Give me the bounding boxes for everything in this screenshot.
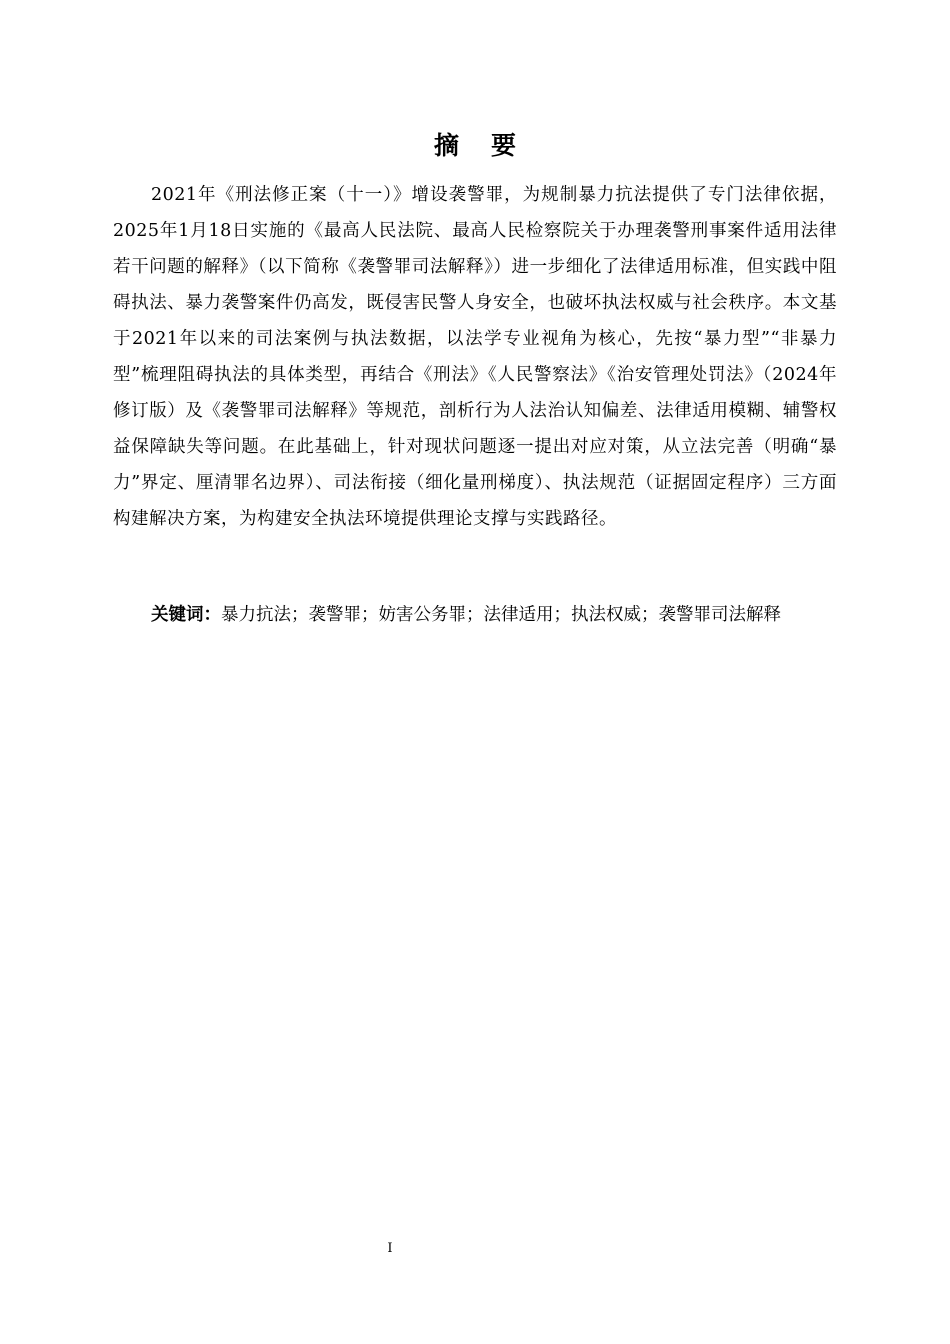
keywords-paragraph: [113, 594, 837, 636]
abstract-paragraph: 2021年《刑法修正案（十一）》增设袭警罪，为规制暴力抗法提供了专门法律依据，2025年1月18日实施的《最高人民法院、最高人民检察院关于办理袭警刑事案件适用法律若干问题的解释》（以下简称《袭警罪司法解释》）进一步细化了法律适用标准，但实践中阻碍执法、暴力袭警案件仍高发，既侵害民警人身安全，也破坏执法权威与社会秩序。本文基于2021年以来的司法案例与执法数据，以法学专业视角为核心，先按“暴力型”“非暴力型”梳理阻碍执法的具体类型，再结合《刑法》《人民警察法》《治安管理处罚法》（2024年修订版）及《袭警罪司法解释》等规范，剖析行为人法治认知偏差、法律适用模糊、辅警权益保障缺失等问题。在此基础上，针对现状问题逐一提出对应对策，从立法完善（明确“暴力”界定、厘清罪名边界）、司法衔接（细化量刑梯度）、执法规范（证据固定程序）三方面构建解决方案，为构建安全执法环境提供理论支撑与实践路径。: [113, 185, 837, 529]
keywords-list: 暴力抗法；袭警罪；妨害公务罪；法律适用；执法权威；袭警罪司法解释: [221, 605, 781, 625]
keywords-label: 关键词：: [151, 605, 221, 625]
page-number: I: [387, 1241, 393, 1256]
page-title: 摘要: [433, 131, 548, 160]
